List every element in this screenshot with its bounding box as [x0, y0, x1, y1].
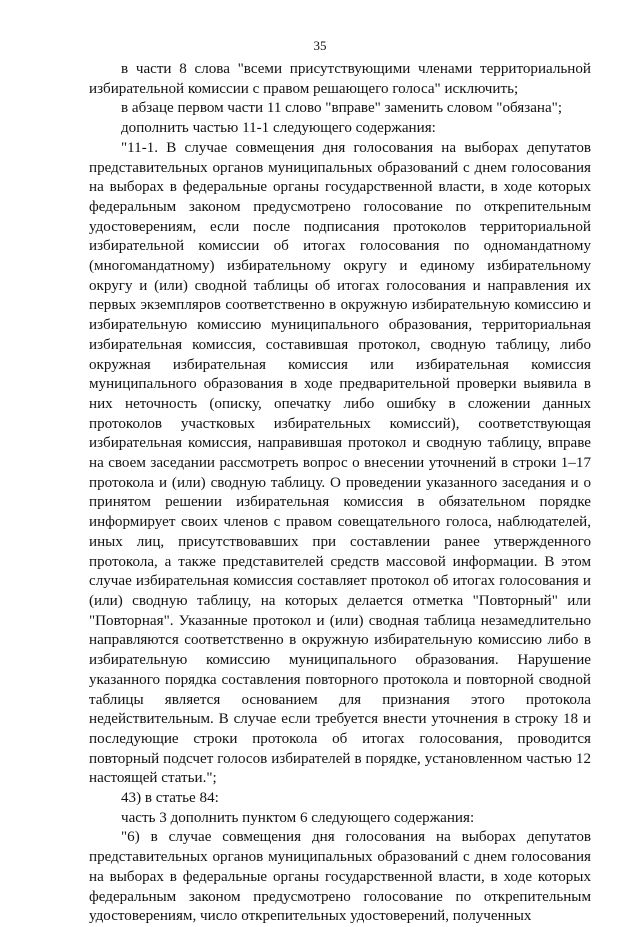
paragraph-part-11-1-text: "11-1. В случае совмещения дня голосования на выборах депутатов представительных органов муниципальных образований с днем голосования на выборах в федеральные органы государственной власти, в ходе которых федеральным законом предусмотрено голосование по открепительным удостоверениям, если после подписания протоколов территориальной избирательной комиссии об итогах голосования по одномандатному (многомандатному) избирательному округу и единому избирательному округу и (или) сводной таблицы об итогах голосования и направления их первых экземпляров соответственно в окружную избирательную комиссию и избирательную комиссию муниципального образования, территориальная избирательная комиссия, составившая протокол, сводную таблицу, либо окружная избирательная комиссия или избирательная комиссия муниципального образования в ходе предварительной проверки выявила в них неточность (описку, опечатку либо ошибку в сложении данных протоколов участковых избирательных комиссий), соответствующая избирательная комиссия, направившая протокол и сводную таблицу, вправе на своем заседании рассмотреть вопрос о внесении уточнений в строки 1–17 протокола и (или) сводную таблицу. О проведении указанного заседания и о принятом решении избирательная комиссия в обязательном порядке информирует своих членов с правом совещательного голоса, наблюдателей, иных лиц, присутствовавших при составлении ранее утвержденного протокола, а также представителей средств массовой информации. В этом случае избирательная комиссия составляет протокол об итогах голосования и (или) сводную таблицу, на которых делается отметка "Повторный" или "Повторная". Указанные протокол и (или) сводная таблица незамедлительно направляются соответственно в окружную избирательную комиссию либо в избирательную комиссию муниципального образования. Нарушение указанного порядка составления повторного протокола и повторной сводной таблицы является основанием для признания этого протокола недействительным. В случае если требуется внести уточнения в строку 18 и последующие строки протокола об итогах голосования, проводится повторный подсчет голосов избирателей в порядке, установленном частью 12 настоящей статьи."; [89, 139, 591, 787]
paragraph-part-11-amendment: в абзаце первом части 11 слово "вправе" заменить словом "обязана"; [121, 100, 563, 117]
paragraph-point-6-text: "6) в случае совмещения дня голосования на выборах депутатов представительных органов муниципальных образований с днем голосования на выборах в федеральные органы государственной власти, в ходе которых федеральным законом предусмотрено голосование по открепительным удостоверениям, число открепительных удостоверений, полученных [89, 829, 591, 925]
paragraph-part-8-amendment: в части 8 слова "всеми присутствующими членами территориальной избирательной комиссии с правом решающего голоса" исключить; [89, 61, 591, 97]
paragraph-article-84-heading: 43) в статье 84: [121, 790, 219, 807]
document-body [89, 60, 591, 927]
page-number: 35 [313, 38, 327, 53]
paragraph-add-point-6: часть 3 дополнить пунктом 6 следующего содержания: [121, 809, 475, 826]
paragraph-add-part-11-1: дополнить частью 11-1 следующего содержания: [121, 120, 436, 137]
